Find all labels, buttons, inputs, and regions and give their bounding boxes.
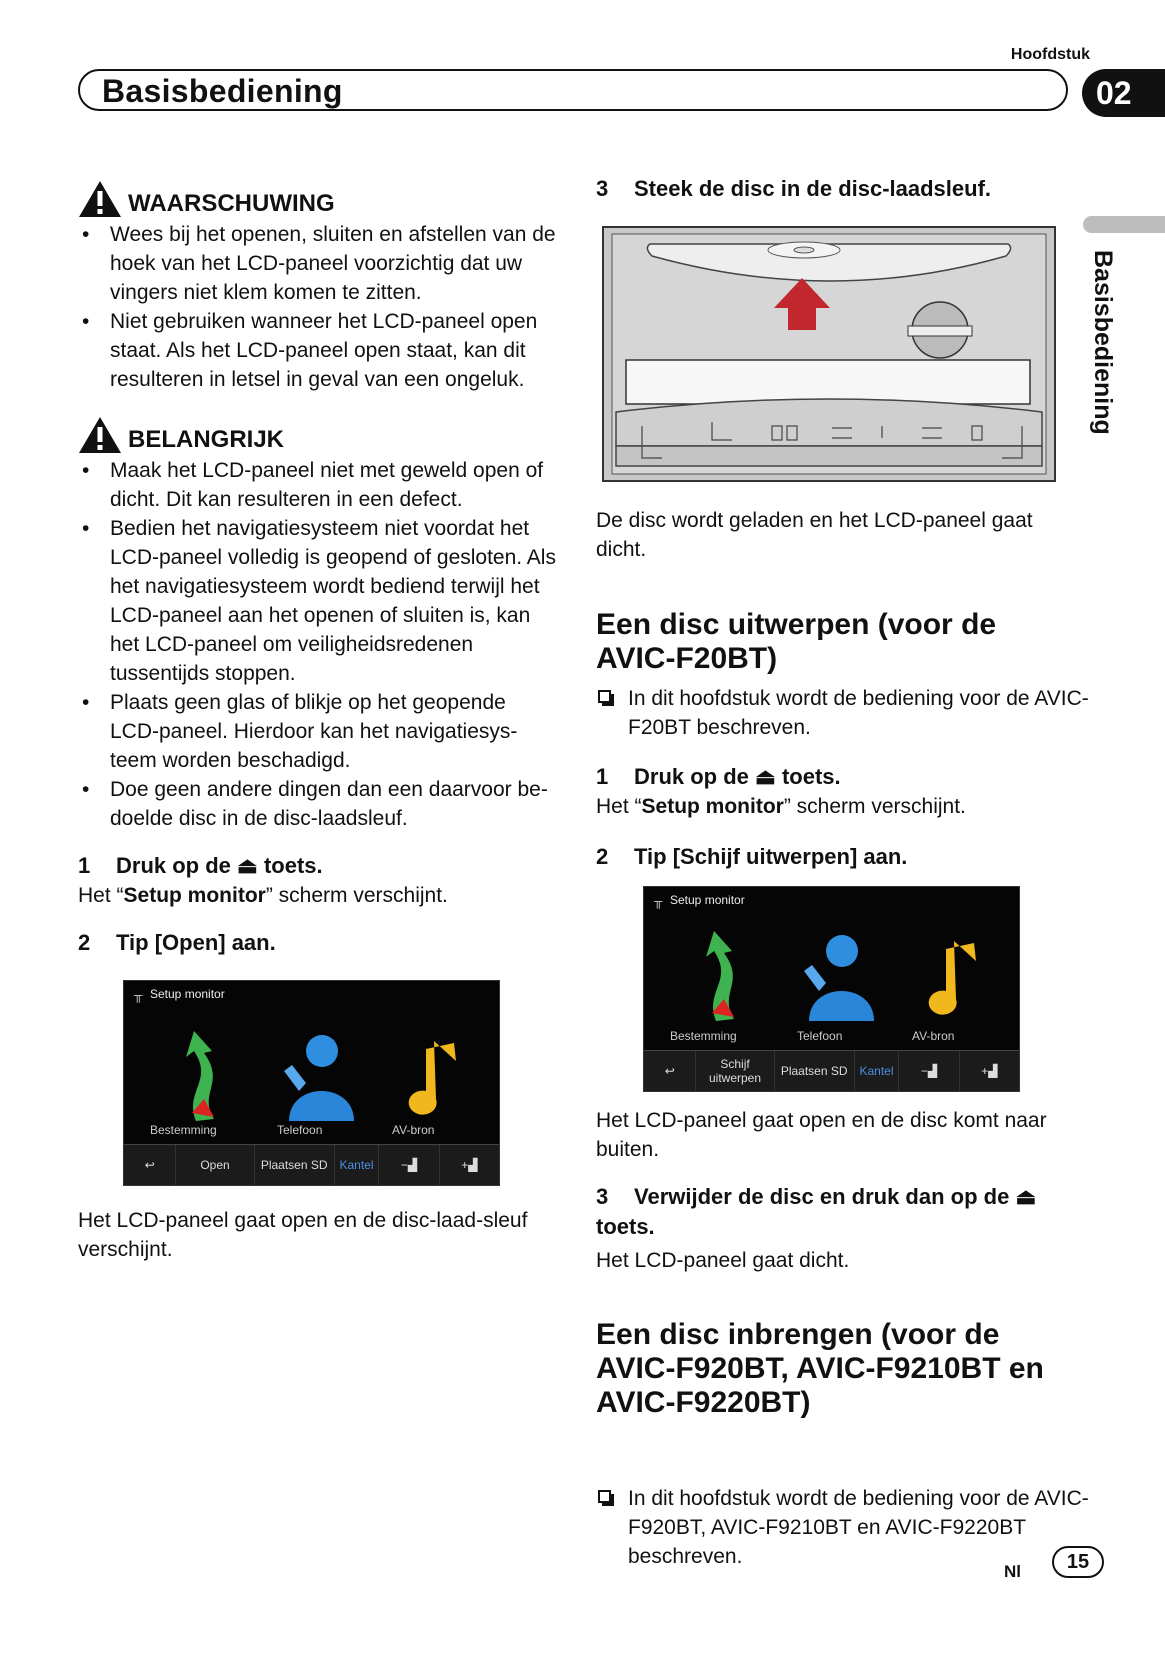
eject-step-3-heading: 3 Verwijder de disc en druk dan op de ⏏ toets. xyxy=(596,1184,1037,1239)
eject-step-1-heading: 1 Druk op de ⏏ toets. xyxy=(596,764,841,789)
menu-icons xyxy=(164,1021,464,1131)
left-column xyxy=(78,180,556,958)
list-item: • Maak het LCD-paneel niet met geweld open of dicht. Dit kan resulteren in een defect. xyxy=(78,456,556,514)
screen-title: Setup monitor xyxy=(150,987,225,1001)
eject-step-3-result: Het LCD-paneel gaat dicht. xyxy=(596,1249,850,1272)
pin-icon: ╥ xyxy=(654,894,663,908)
step-3-heading: 3 Steek de disc in de disc-laadsleuf. xyxy=(596,176,992,201)
warning-icon xyxy=(78,416,122,454)
step-3-result: De disc wordt geladen en het LCD-paneel gaat dicht. xyxy=(596,509,1033,561)
chapter-number: 02 xyxy=(1082,69,1165,117)
language-code: Nl xyxy=(1004,1562,1021,1581)
tilt-up-button[interactable] xyxy=(440,1145,499,1185)
eject-step-2-result: Het LCD-paneel gaat open en de disc komt naar buiten. xyxy=(596,1109,1047,1161)
setup-monitor-screenshot-eject: ╥ Setup monitor Bestemming Telefoon AV-bron ↩ Schijf uitwerpen Plaatsen SD Kantel −▟ +▟ xyxy=(643,886,1020,1092)
back-button[interactable] xyxy=(124,1145,176,1185)
step-1-result: Het “Setup monitor” scherm verschijnt. xyxy=(78,884,448,907)
note-insert: In dit hoofdstuk wordt de bediening voor de AVIC-F920BT, AVIC-F9210BT en AVIC-F9220BT beschreven. xyxy=(596,1484,1108,1571)
eject-step-1-result: Het “Setup monitor” scherm verschijnt. xyxy=(596,795,966,818)
list-item: • Niet gebruiken wanneer het LCD-paneel open staat. Als het LCD-paneel open staat, kan dit resulteren in letsel in geval van een ongeluk. xyxy=(78,307,556,394)
tilt-button[interactable]: Kantel xyxy=(855,1051,900,1091)
back-icon: ↩ xyxy=(664,1064,675,1078)
tilt-plus-icon: +▟ xyxy=(981,1064,998,1078)
note-checkbox-icon xyxy=(598,690,611,703)
screen-title: Setup monitor xyxy=(670,893,745,907)
tilt-down-button[interactable] xyxy=(899,1051,959,1091)
tilt-plus-icon: +▟ xyxy=(461,1158,478,1172)
tilt-minus-icon: −▟ xyxy=(920,1064,938,1078)
step-2-result: Het LCD-paneel gaat open en de disc-laad-sleuf verschijnt. xyxy=(78,1209,528,1261)
eject-icon: ⏏ xyxy=(237,853,258,878)
tilt-up-button[interactable] xyxy=(960,1051,1019,1091)
setup-monitor-screenshot: ╥ Setup monitor Bestemming Telefoon AV-bron ↩ Open Plaatsen SD Kantel −▟ +▟ xyxy=(123,980,500,1186)
eject-disc-button[interactable]: Schijf uitwerpen xyxy=(696,1051,774,1091)
insert-sd-button[interactable]: Plaatsen SD xyxy=(255,1145,335,1185)
page-number: 15 xyxy=(1052,1546,1104,1578)
back-button[interactable] xyxy=(644,1051,696,1091)
list-item: • Plaats geen glas of blikje op het geopende LCD-paneel. Hierdoor kan het navigatiesys-teem worden beschadigd. xyxy=(78,688,556,775)
eject-icon: ⏏ xyxy=(755,764,776,789)
tilt-minus-icon: −▟ xyxy=(400,1158,418,1172)
list-item: • Doe geen andere dingen dan een daarvoor be-doelde disc in de disc-laadsleuf. xyxy=(78,775,556,833)
side-tab-marker xyxy=(1083,216,1165,233)
open-button[interactable]: Open xyxy=(176,1145,254,1185)
side-tab-label: Basisbediening xyxy=(1089,250,1117,435)
section-heading-eject: Een disc uitwerpen (voor de AVIC-F20BT) xyxy=(596,608,997,675)
tilt-down-button[interactable] xyxy=(379,1145,439,1185)
chapter-label: Hoofdstuk xyxy=(1010,46,1090,63)
disc-slot-illustration xyxy=(602,226,1056,482)
screen-toolbar xyxy=(644,1050,1019,1091)
list-item: • Wees bij het openen, sluiten en afstellen van de hoek van het LCD-paneel voorzichtig dat uw vingers niet klem komen te zitten. xyxy=(78,220,556,307)
important-heading: BELANGRIJK xyxy=(78,416,556,454)
warning-list xyxy=(78,220,556,394)
step-2-heading: 2 Tip [Open] aan. xyxy=(78,930,276,955)
screen-toolbar xyxy=(124,1144,499,1185)
note-checkbox-icon xyxy=(598,1490,611,1503)
page-title-frame xyxy=(78,69,1068,111)
step-1-heading: 1 Druk op de ⏏ toets. xyxy=(78,853,323,878)
list-item: • Bedien het navigatiesysteem niet voordat het LCD-paneel volledig is geopend of gesloten. Als het navigatiesysteem wordt bediend terwijl het LCD-paneel aan het openen of sluiten is, kan het LCD-paneel om veiligheidsredenen tussentijds stoppen. xyxy=(78,514,556,688)
warning-icon xyxy=(78,180,122,218)
tilt-button[interactable]: Kantel xyxy=(335,1145,380,1185)
pin-icon: ╥ xyxy=(134,988,143,1002)
menu-icons xyxy=(684,921,984,1031)
back-icon: ↩ xyxy=(144,1158,155,1172)
section-heading-insert: Een disc inbrengen (voor de AVIC-F920BT, AVIC-F9210BT en AVIC-F9220BT) xyxy=(596,1318,1044,1419)
eject-icon: ⏏ xyxy=(1015,1184,1037,1209)
eject-step-2-heading: 2 Tip [Schijf uitwerpen] aan. xyxy=(596,844,908,869)
note-eject: In dit hoofdstuk wordt de bediening voor de AVIC-F20BT beschreven. xyxy=(596,684,1108,742)
insert-sd-button[interactable]: Plaatsen SD xyxy=(775,1051,855,1091)
important-list xyxy=(78,456,556,833)
warning-heading: WAARSCHUWING xyxy=(78,180,556,218)
page-title: Basisbediening xyxy=(102,73,343,109)
